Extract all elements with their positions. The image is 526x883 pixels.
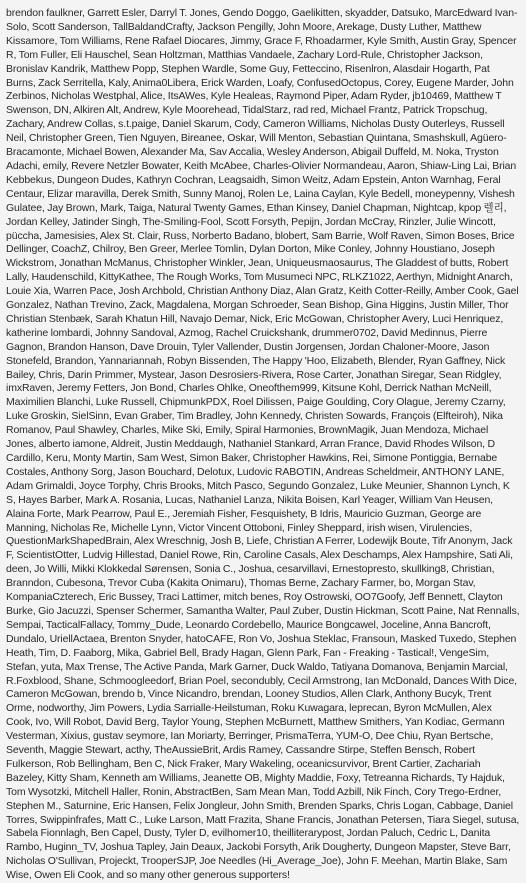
supporter-credits-list <box>6 7 520 883</box>
supporter-names-text: brendon faulkner, Garrett Esler, Darryl T. Jones, Gendo Doggo, Gaelikitten, skyadder, Datsuko, MarcEdward Ivan-Solo, Scott Sanderson, TallBaldandCrafty, Jackson Pengilly, John Moore, Arekage, Dusty Luther, Matthew Kissamore, Tom Williams, Rene Rafael Diocares, Jimmy, Grace F, Rhoadarmer, Kyle Smith, Austin Gray, Spencer R, Tom Fuller, Eli Hauschel, Sean Holtzman, Matthias Vandaele, Zachary Lord-Rule, Christopher Jackson, Bronislav Kandrik, Matthew Popp, Stephen Wardle, Some Guy, Fetteccino, Risenlron, Alasdair Hogarth, Pat Burns, Zack Serritella, Kaly, Anima0Libera, Erick Warden, Loafy, ConfusedOctopus, Corey, Eugene Marder, John Zerbinos, Nicholas Westphal, Alice, ItsAWes, Kyle Healeas, Raymond Piper, Adam Ryder, jb10469, Matthew T Swenson, DN, Alkiren Alt, Andrew, Kyle Moorehead, TidalStarz, rad red, Michael Frantz, Patrick Tropschug, Zachary, Andrew Collas, s.t.paige, Daniel Skarum, Cody, Cameron Williams, Nicholas Dusty Outerleys, Russell Neil, Christopher Green, Tien Nguyen, Bireanee, Oskar, Will Menton, Sebastian Quintana, Smashskull, Agüero-Bracamonte, Michael Bowen, Alexander Ma, Sav Accalia, Wesley Anderson, Abigail Duffeld, M. Noka, Tryston Adachi, emily, Revere Netzler Bowater, Keith McAbee, Charles-Olivier Normandeau, Aaron, Shiaw-Ling Lai, Brian Kebbekus, Dungeon Dudes, Kathryn Cochran, Leagsaidh, Simon Weitz, Adam Epstein, Anton Warnhag, Feral Centaur, Elizar maravilla, Derek Smith, Sunny Manoj, Rolen Le, Laina Caylan, Kyle Bedell, moneypenny, Vishesh Gulatee, Jay Brown, Mark, Taiga, Natural Twenty Games, Ethan Kinsey, Daniel Chapman, Nightcap, kpop 렐리, Jordan Kelley, Jatinder Singh, The-Smiling-Fool, Scott Forsyth, Pepijn, Jordan McCray, Rinzler, Julie Wincott, püccha, Jamesisies, Alex St. Clair, Russ, Norberto Badano, blobert, Sam Barrie, Wolf Raven, Simon Boses, Brice Dellinger, CoachZ, Chilroy, Ben Greer, Merlee Tomlin, Dylan Dorton, Mike Conley, Johnny Houstiano, Joseph Wickstrom, Jonathan McManus, Christopher Winkler, Jean, Uniqueusmaosaurus, The Gladdest of butts, Robert Lally, Haudenschild, KittyKathee, The Rough Works, Tom Musumeci NPC, RLKZ1022, Aerthyn, Midnight Anarch, Louie Xia, Warren Pace, Josh Archbold, Christian Anthony Diaz, Alan Gratz, Keith Cotter-Reilly, Amber Cook, Gael Gonzalez, Nathan Trevino, Zack, Magdalena, Morgan Schroeder, Sean Bishop, Gina Higgins, Justin Miller, Thor Christian Stenbæk, Sarah Khatun Hill, Navajo Demar, Nick, Eric McGowan, Christopher Avery, Luci Henriquez, katherine lombardi, Johnny Sandoval, Azmog, Rachel Cruickshank, drummer0702, David Medinnus, Pierre Gagnon, Brandon Hanson, Dave Drouin, Tyler Vallender, Dustin Jorgensen, Jordan Chaloner-Moore, Jason Stonefeld, Brandon, Yannariannah, Robyn Bissenden, The Happy 'Hoo, Elizabeth, Blender, Ryan Gaffney, Nick Bailey, Chris, Darin Primmer, Mystear, Jason Desrosiers-Rivera, Rose Carter, Jonathan Siregar, Sean Ridgley, imxRaven, Jeremy Fetters, Jon Bond, Charles Ohlke, Oneofthem999, Kitsune Kohl, Derrick Nathan McNeill, Maximilien Blanchi, Luke Russell, ChipmunkPDX, Roel Dilissen, Paige Goulding, Cory Olague, Jeremy Czarny, Luke Groskin, SielSinn, Evan Graber, Tim Bradley, John Kennedy, Christen Sowards, François (Elfteiroh), Nika Romanov, Paul Shawley, Charles, Mike Ski, Emily, Spiral Harmonies, BrownMagik, Juan Mendoza, Michael Jones, alberto iamone, Aldreit, Justin Meddaugh, Nathaniel Stankard, Arran France, David Rhodes Wilson, D Cardillo, Keru, Monty Martin, Sam West, Simon Baker, Christopher Hawkins, Rei, Simone Pontiggia, Bernabe Costales, Anthony Sorg, Jason Bouchard, Delotux, Ludovic RABOTIN, Andreas Scheldmeir, ANTHONY LANE, Adam Grimaldi, Joyce Torphy, Chris Brooks, Mitch Pasco, Segundo Gonzalez, Luke Meunier, Shannon Lynch, K S, Hayes Barber, Mark A. Rosania, Lucas, Nathaniel Lanza, Nikita Boisen, Karl Yeager, William Van Heusen, Alaina Forte, Mark Pearrow, Paul E., Jeremiah Fisher, Fesquishety, B Idris, Mauricio Guzman, George are Manning, Nicholas Re, Michelle Lynn, Victor Vincent Ottoboni, Finley Sheppard, irish wisen, Virulencies, QuestionMarkShapedBrain, Alex Wreschnig, Josh B, Liefe, Christian A Ferrer, Lodewijk Boute, Tifr Anonym, Jack F, ScientistOtter, Ludvig Hillestad, Daniel Rowe, Rin, Caroline Casals, Alex Deschamps, Alex Hampshire, Sati Ali, deen, Jo Willi, Mikki Klokkedal Sørensen, Sonia C., Joshua, cesarvillavi, Ernestopresto, skullking8, Christian, Branndon, Cubesona, Trevor Cuba (Kakita Onimaru), Thomas Berne, Zachary Farmer, bo, Morgan Stav, KompaniaCzterech, Eric Bussey, Traci Lattimer, mitch benes, Roy Ostrowski, OO7Goofy, Jeff Bennett, Clayton Burke, Gio Jacuzzi, Spenser Schermer, Samantha Walter, Paul Zuber, Dustin Hickman, Scott Paine, Nat Rennalls, Sempai, TacticalFallacy, Tommy_Dude, Leonardo Cordebello, Maurice Bongcawel, Joceline, Anna Bancroft, Dundalo, UriellActaea, Brenton Snyder, hatoCAFE, Ron Vo, Joshua Steklac, Fransoun, Masked Tuxedo, Stephen Heath, Tim, D. Faaborg, Mika, Gabriel Bell, Brady Hagan, Glenn Park, Fan - Freaking - Tastical!, VengeSim, Stefan, yuta, Max Trense, The Active Panda, Mark Garner, Duck Waldo, Tatiyana Domanova, Benjamin Marcial, R.Foxblood, Shane, Schmoogleedorf, Brian Poel, secondubly, Cecil Armstrong, Ian McDonald, Dances With Dice, Cameron McGowan, brendo b, Vince Nicandro, brendan, Looney Studios, Allen Clark, Anthony Bucyk, Trent Orme, nodworthy, Jim Powers, Lydia Sarrialle-Heilstuman, Roku Kuwagara, leprecan, Byron McMullen, Alex Cook, Ivo, Will Robot, David Berg, Taylor Young, Stephen McBurnett, Matthew Smithers, Yan Kodiac, Germann Vesterman, Xixius, gustav seymore, Ian Moriarty, Berringer, PrismaTerra, YUM-O, Dee Chiu, Ryan Bertsche, Seventh, Maggie Stewart, acthy, TheAussieBrit, Ardis Ramey, Cassandre Stirpe, Steffen Bensch, Robert Fulkerson, Rob Bellingham, Ben C, Nick Fraker, Mary Wakeling, oceanicsurvivor, Brent Cartier, Zachariah Bazeley, Kitty Sham, Kenneth am Williams, Jeanette OB, Mighty Maddie, Foxy, Tetreanna Richards, Ty Hajduk, Tom Wysotzki, Mitchell Haller, Ronin, AbstractBen, Sam Mean Man, Todd Azbill, Nik Finch, Cory Trego-Erdner, Stephen M., Saturnine, Eric Hansen, Felix Jongleur, John Smith, Brenden Sparks, Chris Logan, Cabbage, Daniel Torres, Swippinfrafes, Matt C., Luke Larson, Matt Frazita, Shane Francis, Jonathan Petersen, Tiara Siegel, sutusa, Sabela Fionnlagh, Ben Capel, Dusty, Tyler D, evilhomer10, theilliterarypost, Jordan Paluch, Cedric L, Danita Rambo, Huginn_TV, Joshua Tapley, Jain Deaux, Jackobi Forsyth, Arik Dougherty, Dungeon Mapster, Steve Barr, Nicholas O'Sullivan, Projeckt, TrooperSJP, Joe Needles (Hi_Average_Joe), John F. Meehan, Martin Blake, Sam Wise, Owen Eli Cook, and so many other generous supporters! <box>6 7 520 882</box>
